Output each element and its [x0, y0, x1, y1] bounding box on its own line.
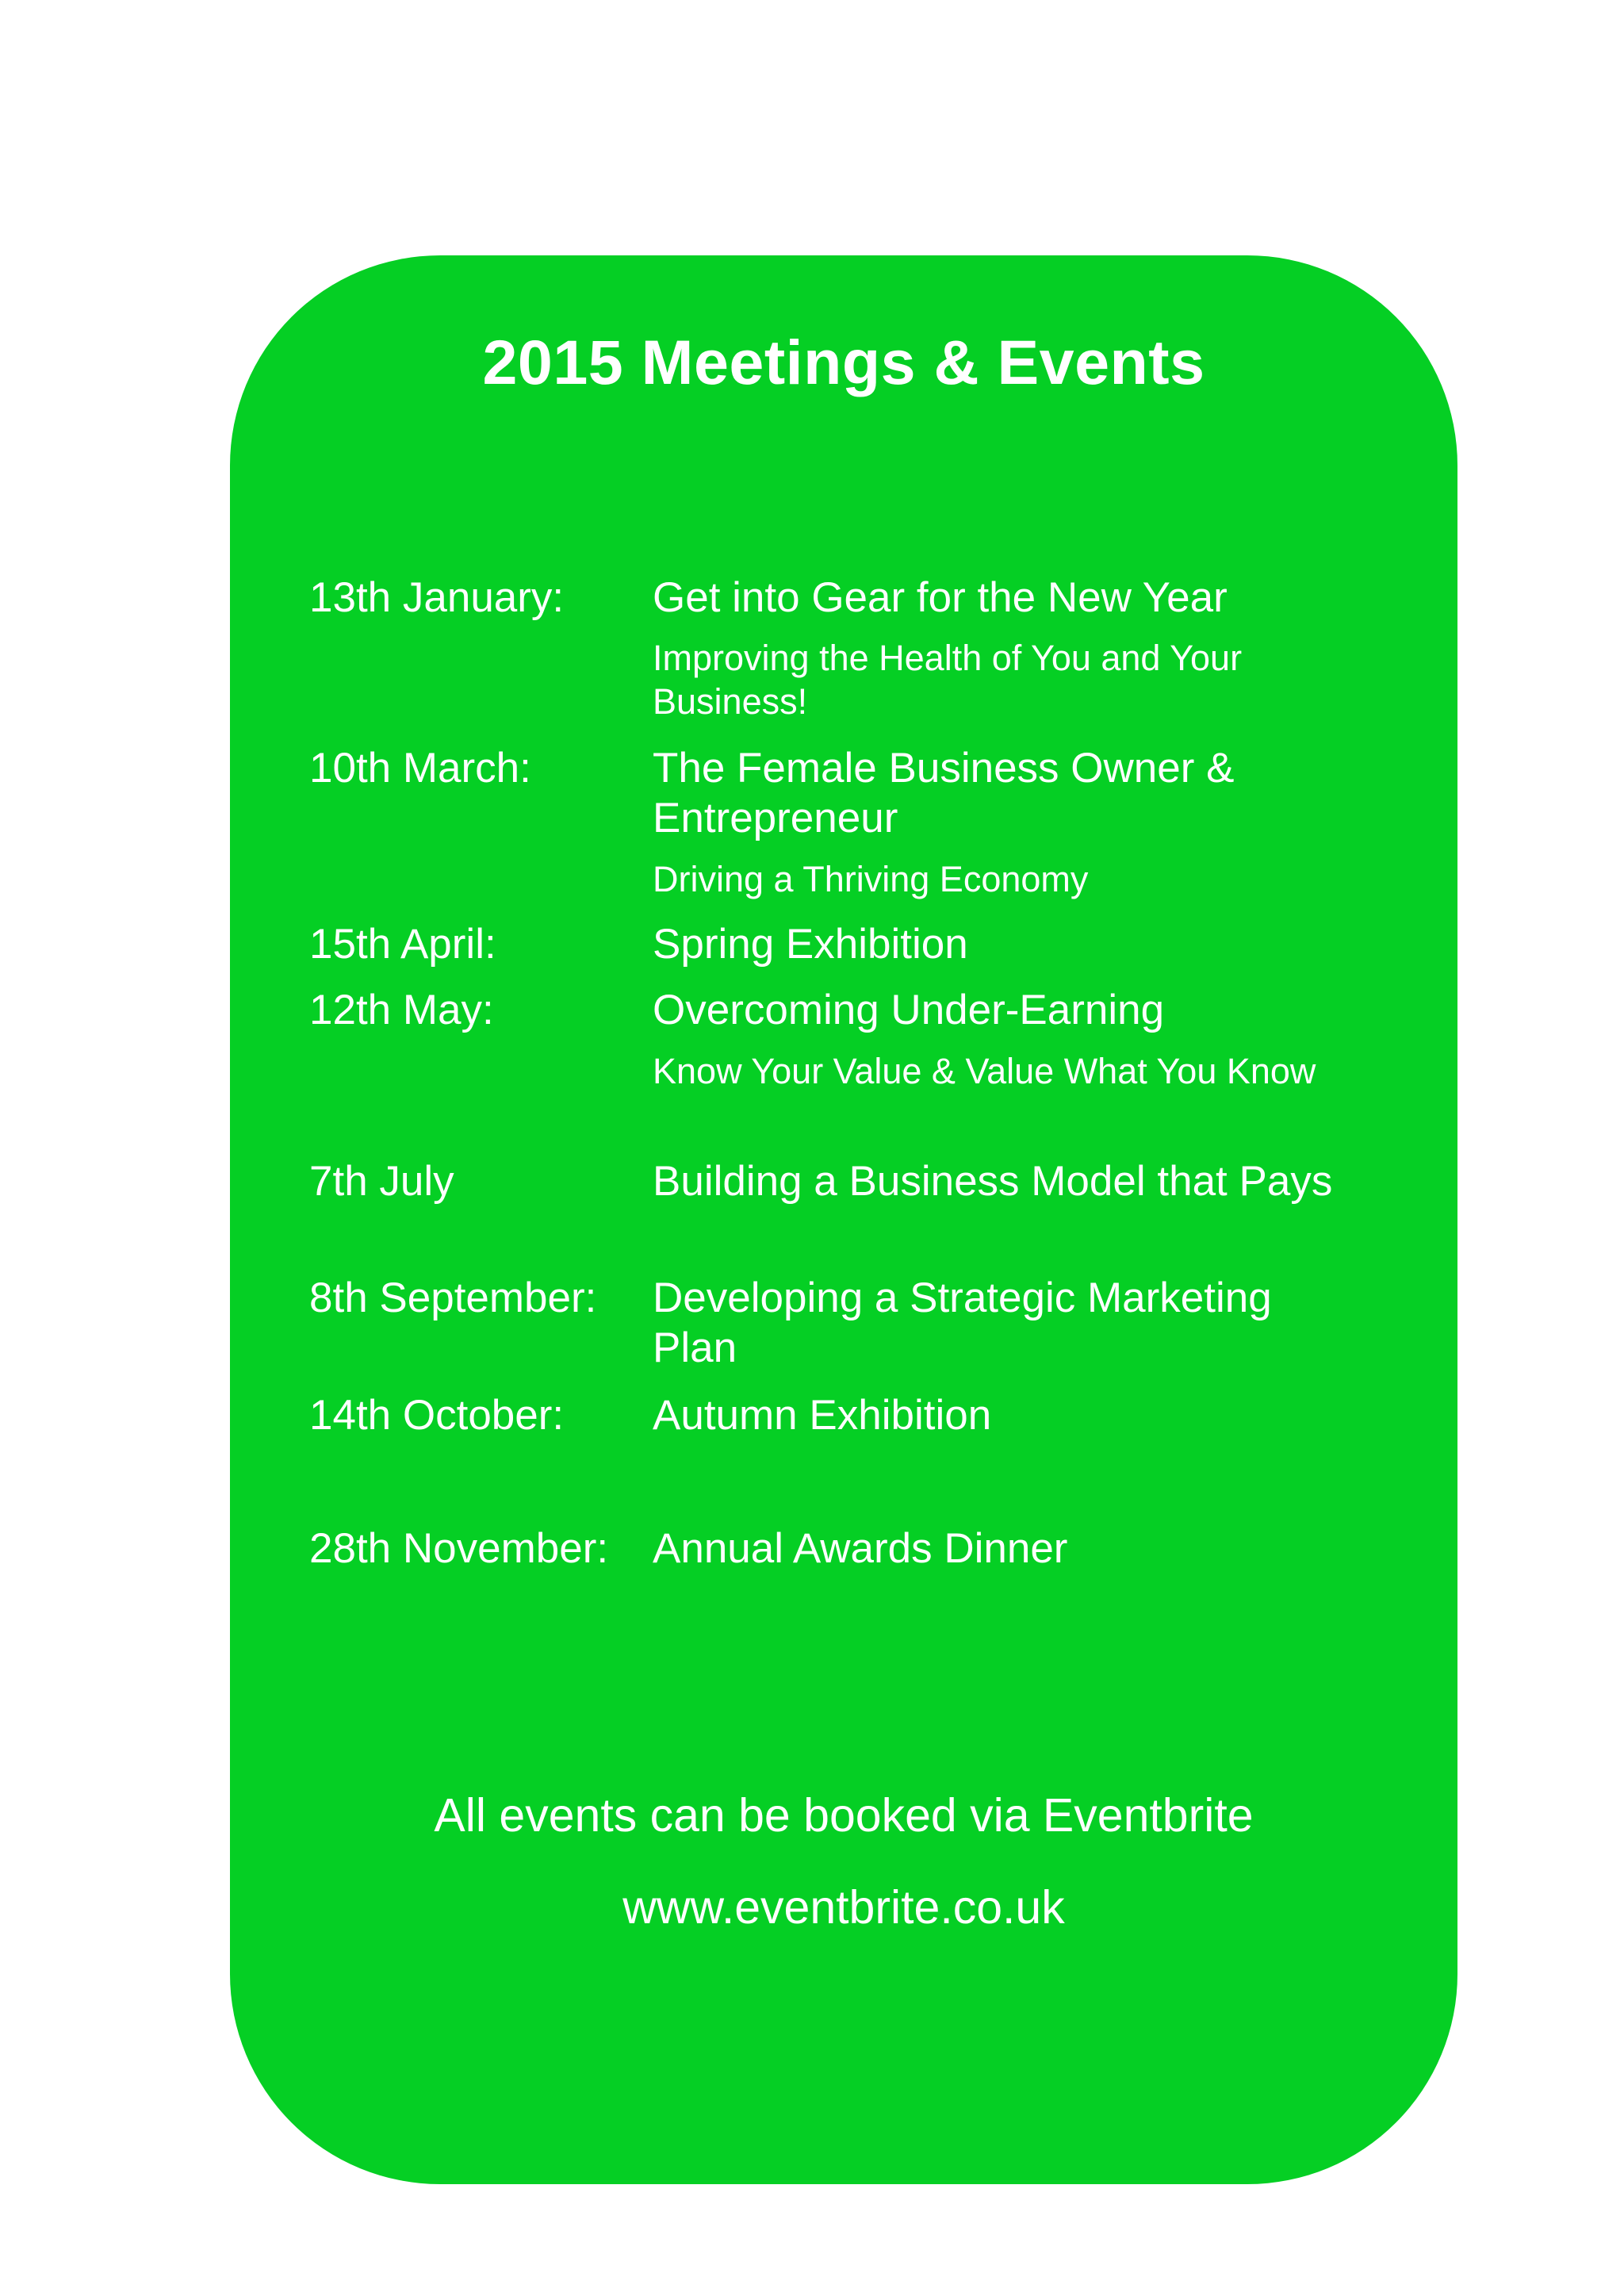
event-date: 14th October: [309, 1392, 565, 1439]
event-date: 8th September: [309, 1274, 597, 1321]
event-name: Building a Business Model that Pays [653, 1158, 1333, 1205]
event-date: 15th April: [309, 921, 496, 968]
event-name: The Female Business Owner & Entrepreneur [653, 745, 1235, 841]
event-date: 7th July [309, 1158, 454, 1205]
event-subtitle: Improving the Health of You and Your Business! [653, 638, 1243, 722]
event-name: Developing a Strategic Marketing Plan [653, 1274, 1272, 1371]
event-date: 13th January: [309, 574, 565, 621]
booking-note: All events can be booked via Eventbrite [434, 1789, 1254, 1842]
event-name: Overcoming Under-Earning [653, 987, 1165, 1033]
event-subtitle: Know Your Value & Value What You Know [653, 1051, 1316, 1091]
event-subtitle: Driving a Thriving Economy [653, 859, 1089, 899]
event-date: 12th May: [309, 987, 494, 1033]
website-link[interactable]: www.eventbrite.co.uk [622, 1881, 1065, 1934]
events-card [230, 255, 1457, 2184]
event-name: Get into Gear for the New Year [653, 574, 1228, 621]
event-name: Autumn Exhibition [653, 1392, 992, 1439]
event-name: Spring Exhibition [653, 921, 968, 968]
event-name: Annual Awards Dinner [653, 1525, 1068, 1572]
event-date: 28th November: [309, 1525, 609, 1572]
event-date: 10th March: [309, 745, 531, 792]
page-title: 2015 Meetings & Events [482, 327, 1205, 397]
